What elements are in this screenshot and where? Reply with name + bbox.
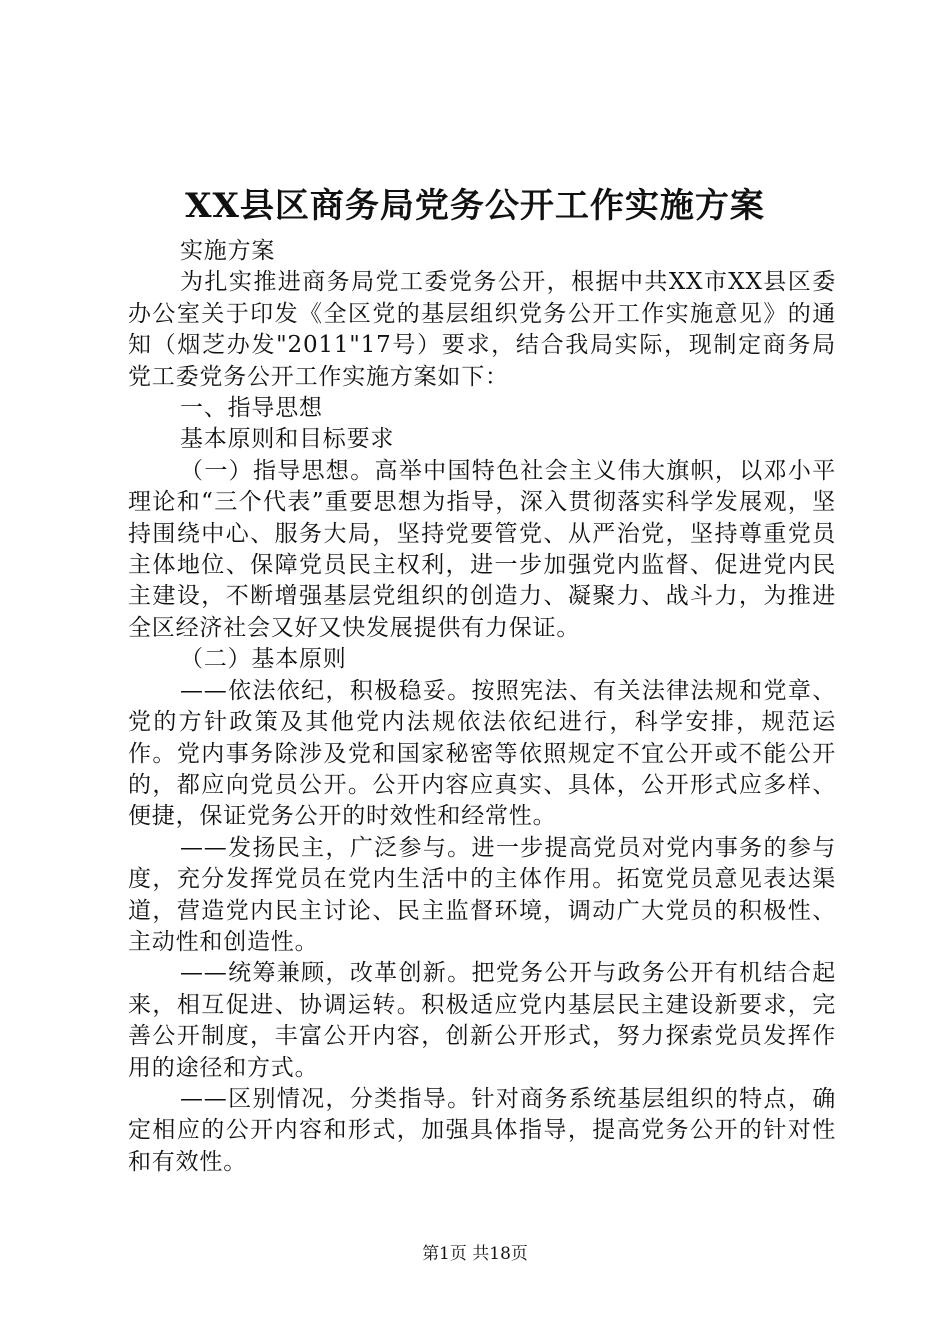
document-body [128, 236, 836, 1178]
page-number-footer: 第1页 共18页 [422, 1244, 528, 1264]
paragraph: ——依法依纪，积极稳妥。按照宪法、有关法律法规和党章、党的方针政策及其他党内法规依法依纪进行，科学安排，规范运作。党内事务除涉及党和国家秘密等依照规定不宜公开或不能公开的，都应向党员公开。公开内容应真实、具体，公开形式应多样、便捷，保证党务公开的时效性和经常性。 [128, 677, 836, 830]
paragraph: 实施方案 [180, 238, 276, 264]
paragraph: ——统筹兼顾，改革创新。把党务公开与政务公开有机结合起来，相互促进、协调运转。积极适应党内基层民主建设新要求，完善公开制度，丰富公开内容，创新公开形式，努力探索党员发挥作用的途径和方式。 [128, 960, 836, 1081]
section-subheading: （二）基本原则 [180, 646, 347, 673]
paragraph: 为扎实推进商务局党工委党务公开，根据中共XX市XX县区委办公室关于印发《全区党的基层组织党务公开工作实施意见》的通知（烟芝办发"2011"17号）要求，结合我局实际，现制定商务局党工委党务公开工作实施方案如下： [128, 269, 836, 390]
section-subheading: 基本原则和目标要求 [180, 426, 395, 453]
section-heading: 一、指导思想 [180, 395, 323, 422]
paragraph: （一）指导思想。高举中国特色社会主义伟大旗帜，以邓小平理论和“三个代表”重要思想为指导，深入贯彻落实科学发展观，坚持围绕中心、服务大局，坚持党要管党、从严治党，坚持尊重党员主体地位、保障党员民主权利，进一步加强党内监督、促进党内民主建设，不断增强基层党组织的创造力、凝聚力、战斗力，为推进全区经济社会又好又快发展提供有力保证。 [128, 457, 836, 641]
paragraph: ——区别情况，分类指导。针对商务系统基层组织的特点，确定相应的公开内容和形式，加强具体指导，提高党务公开的针对性和有效性。 [128, 1085, 836, 1175]
document-title: XX县区商务局党务公开工作实施方案 [185, 186, 765, 226]
paragraph: ——发扬民主，广泛参与。进一步提高党员对党内事务的参与度，充分发挥党员在党内生活中的主体作用。拓宽党员意见表达渠道，营造党内民主讨论、民主监督环境，调动广大党员的积极性、主动性和创造性。 [128, 834, 836, 955]
